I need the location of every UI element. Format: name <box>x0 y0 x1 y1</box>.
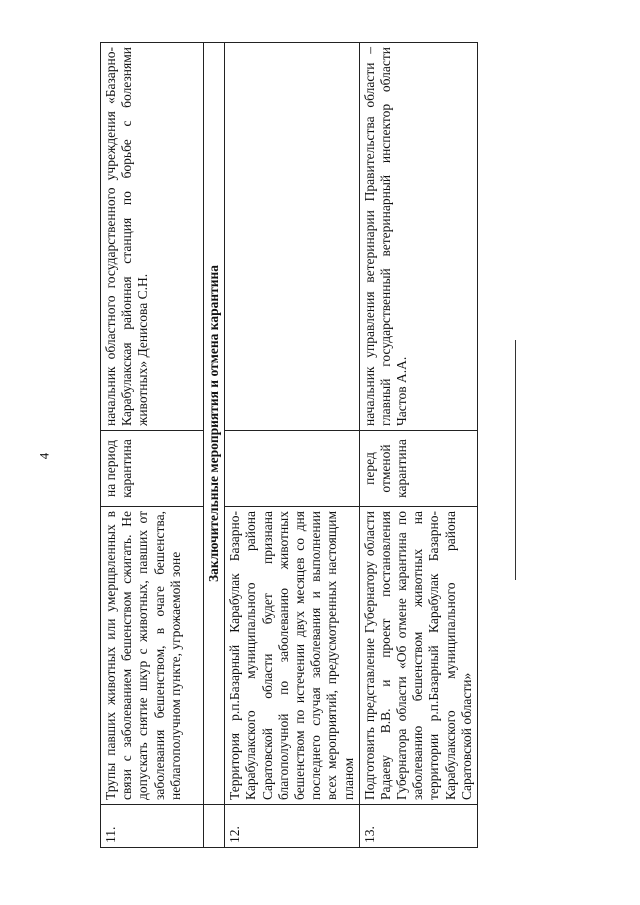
row-term: на период карантина <box>101 431 204 507</box>
measures-table <box>100 42 478 848</box>
row-number: 12. <box>225 805 360 848</box>
row-term <box>225 431 360 507</box>
row-number: 11. <box>101 805 204 848</box>
section-spacer-cell <box>204 805 225 848</box>
row-action: Трупы павших животных или умерщвленных в связи с заболеванием бешенством сжигать. Не допускать снятие шкур с животных, павших от заболевания бешенством, в очаге бешенства, неблагополучном пункте, угрожаемой зоне <box>101 507 204 805</box>
table-row <box>359 43 477 848</box>
row-responsible: начальник областного государственного учреждения «Базарно-Карабулакская районная станция по борьбе с болезнями животных» Денисова С.Н. <box>101 43 204 431</box>
page-number: 4 <box>36 452 52 460</box>
section-title: Заключительные мероприятия и отмена карантина <box>204 43 225 805</box>
row-action: Подготовить представление Губернатору области Радаеву В.В. и проект постановления Губернатора области «Об отмене карантина по заболеванию бешенством животных на территории р.п.Базарный Карабулак Базарно-Карабулакского муниципального района Саратовской области» <box>359 507 477 805</box>
signature-line <box>515 340 516 580</box>
row-responsible: начальник управления ветеринарии Правительства области – главный государственный ветеринарный инспектор области Частов А.А. <box>359 43 477 431</box>
section-header-row <box>204 43 225 848</box>
row-action: Территория р.п.Базарный Карабулак Базарно-Карабулакского муниципального района Саратовской области будет признана благополучной по заболеванию животных бешенством по истечении двух месяцев со дня последнего случая заболевания и выполнении всех мероприятий, предусмотренных настоящим планом <box>225 507 360 805</box>
row-responsible <box>225 43 360 431</box>
rotated-table-wrapper <box>100 43 474 848</box>
table-row <box>225 43 360 848</box>
table-row <box>101 43 204 848</box>
row-number: 13. <box>359 805 477 848</box>
row-term: перед отменой карантина <box>359 431 477 507</box>
